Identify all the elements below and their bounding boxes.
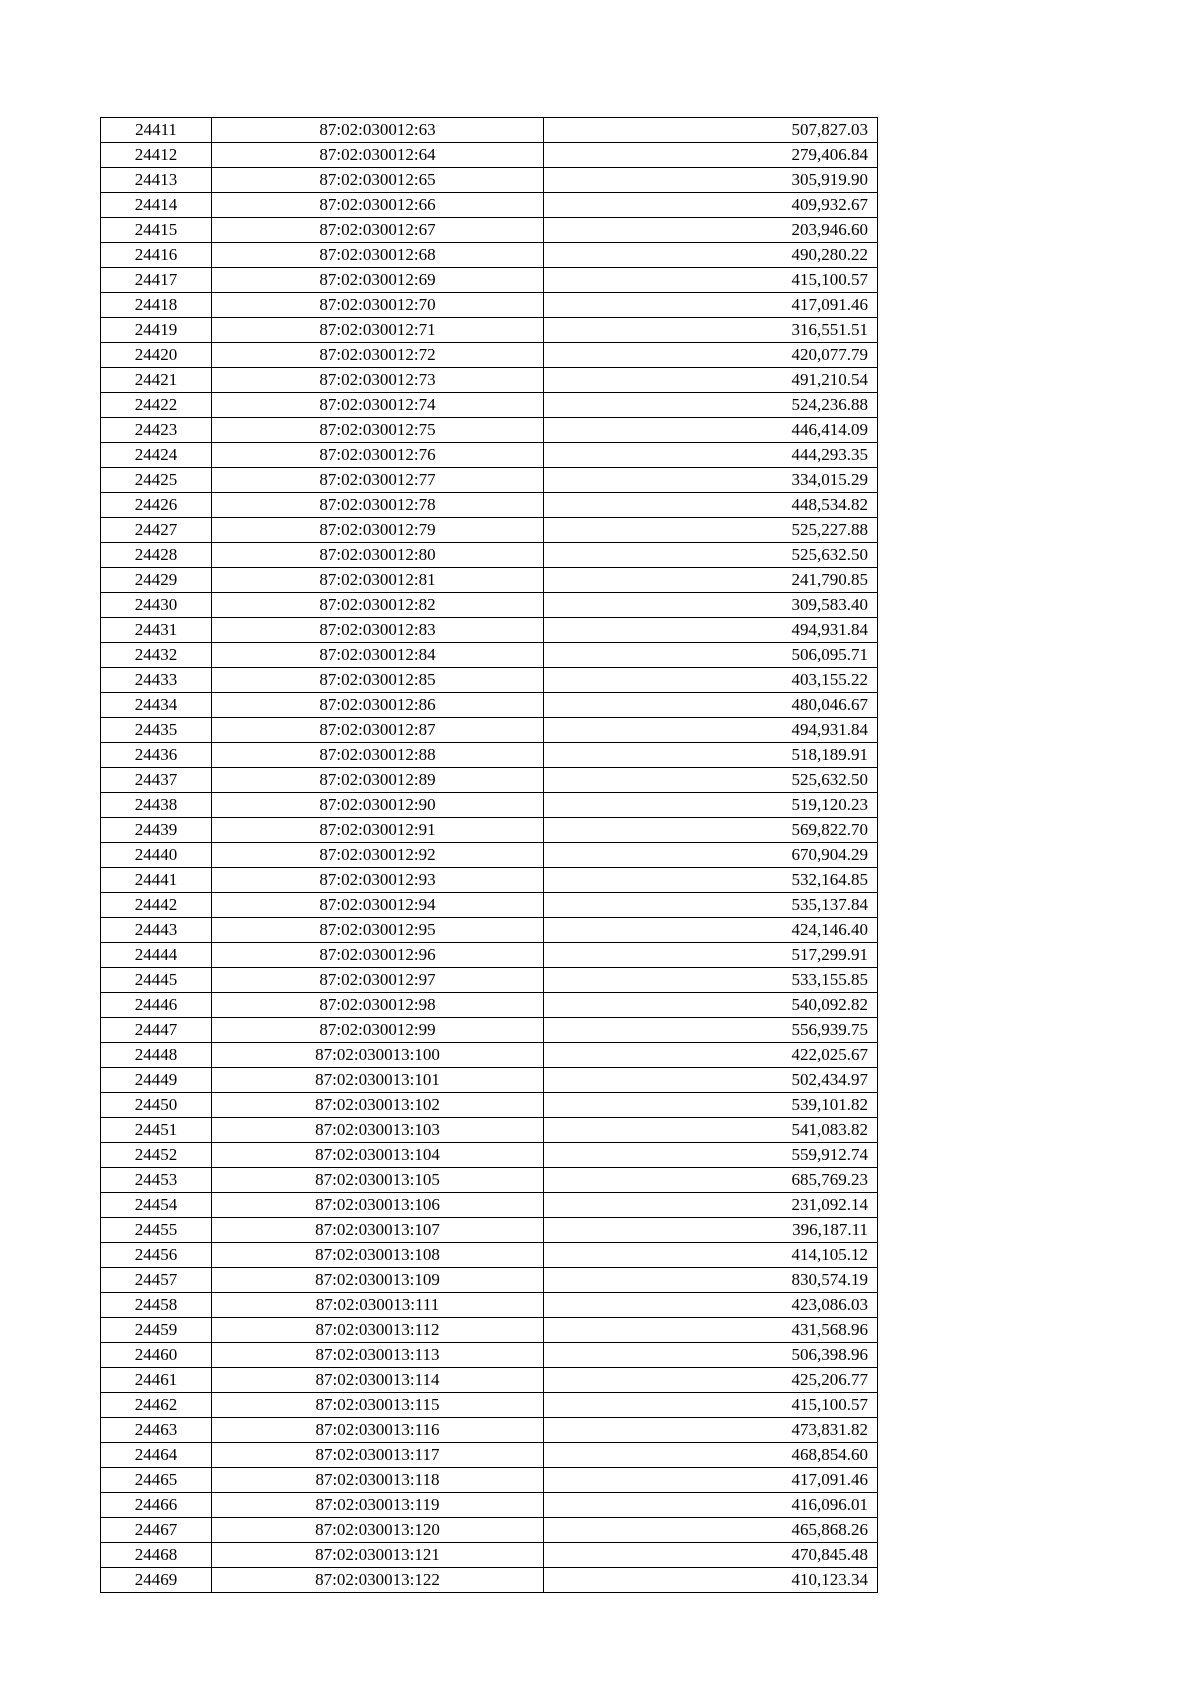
cadastral-number-cell: 87:02:030012:74 <box>212 393 544 418</box>
value-cell: 540,092.82 <box>544 993 878 1018</box>
cadastral-number-cell: 87:02:030012:92 <box>212 843 544 868</box>
table-row <box>101 118 878 143</box>
table-row <box>101 1143 878 1168</box>
value-cell: 507,827.03 <box>544 118 878 143</box>
table-row <box>101 868 878 893</box>
value-cell: 502,434.97 <box>544 1068 878 1093</box>
row-number-cell: 24435 <box>101 718 212 743</box>
cadastral-number-cell: 87:02:030012:96 <box>212 943 544 968</box>
value-cell: 519,120.23 <box>544 793 878 818</box>
cadastral-number-cell: 87:02:030012:80 <box>212 543 544 568</box>
cadastral-number-cell: 87:02:030013:114 <box>212 1368 544 1393</box>
row-number-cell: 24422 <box>101 393 212 418</box>
table-row <box>101 693 878 718</box>
cadastral-number-cell: 87:02:030013:122 <box>212 1568 544 1593</box>
table-row <box>101 393 878 418</box>
row-number-cell: 24417 <box>101 268 212 293</box>
row-number-cell: 24452 <box>101 1143 212 1168</box>
row-number-cell: 24466 <box>101 1493 212 1518</box>
value-cell: 830,574.19 <box>544 1268 878 1293</box>
value-cell: 506,095.71 <box>544 643 878 668</box>
cadastral-number-cell: 87:02:030012:71 <box>212 318 544 343</box>
cadastral-number-cell: 87:02:030013:108 <box>212 1243 544 1268</box>
table-row <box>101 1118 878 1143</box>
value-cell: 431,568.96 <box>544 1318 878 1343</box>
table-row <box>101 318 878 343</box>
row-number-cell: 24449 <box>101 1068 212 1093</box>
table-row <box>101 493 878 518</box>
value-cell: 518,189.91 <box>544 743 878 768</box>
table-row <box>101 543 878 568</box>
row-number-cell: 24445 <box>101 968 212 993</box>
value-cell: 541,083.82 <box>544 1118 878 1143</box>
cadastral-number-cell: 87:02:030013:116 <box>212 1418 544 1443</box>
table-row <box>101 718 878 743</box>
table-row <box>101 1043 878 1068</box>
row-number-cell: 24450 <box>101 1093 212 1118</box>
row-number-cell: 24456 <box>101 1243 212 1268</box>
table-row <box>101 968 878 993</box>
row-number-cell: 24465 <box>101 1468 212 1493</box>
value-cell: 417,091.46 <box>544 293 878 318</box>
value-cell: 491,210.54 <box>544 368 878 393</box>
value-cell: 524,236.88 <box>544 393 878 418</box>
value-cell: 241,790.85 <box>544 568 878 593</box>
row-number-cell: 24446 <box>101 993 212 1018</box>
cadastral-number-cell: 87:02:030012:65 <box>212 168 544 193</box>
table-row <box>101 243 878 268</box>
value-cell: 409,932.67 <box>544 193 878 218</box>
cadastral-number-cell: 87:02:030013:121 <box>212 1543 544 1568</box>
value-cell: 334,015.29 <box>544 468 878 493</box>
cadastral-number-cell: 87:02:030013:112 <box>212 1318 544 1343</box>
value-cell: 444,293.35 <box>544 443 878 468</box>
table-row <box>101 618 878 643</box>
row-number-cell: 24442 <box>101 893 212 918</box>
cadastral-number-cell: 87:02:030012:89 <box>212 768 544 793</box>
value-cell: 525,227.88 <box>544 518 878 543</box>
value-cell: 309,583.40 <box>544 593 878 618</box>
cadastral-number-cell: 87:02:030012:67 <box>212 218 544 243</box>
value-cell: 525,632.50 <box>544 543 878 568</box>
table-row <box>101 293 878 318</box>
cadastral-number-cell: 87:02:030013:120 <box>212 1518 544 1543</box>
cadastral-number-cell: 87:02:030012:85 <box>212 668 544 693</box>
table-row <box>101 218 878 243</box>
table-row <box>101 1318 878 1343</box>
value-cell: 316,551.51 <box>544 318 878 343</box>
table-row <box>101 1268 878 1293</box>
value-cell: 416,096.01 <box>544 1493 878 1518</box>
table-row <box>101 943 878 968</box>
value-cell: 480,046.67 <box>544 693 878 718</box>
value-cell: 417,091.46 <box>544 1468 878 1493</box>
table-row <box>101 268 878 293</box>
value-cell: 410,123.34 <box>544 1568 878 1593</box>
table-row <box>101 1468 878 1493</box>
row-number-cell: 24468 <box>101 1543 212 1568</box>
table-row <box>101 1218 878 1243</box>
table-row <box>101 993 878 1018</box>
row-number-cell: 24462 <box>101 1393 212 1418</box>
cadastral-value-table <box>100 117 878 1593</box>
row-number-cell: 24451 <box>101 1118 212 1143</box>
cadastral-number-cell: 87:02:030012:63 <box>212 118 544 143</box>
row-number-cell: 24427 <box>101 518 212 543</box>
row-number-cell: 24418 <box>101 293 212 318</box>
value-cell: 685,769.23 <box>544 1168 878 1193</box>
cadastral-number-cell: 87:02:030013:101 <box>212 1068 544 1093</box>
table-row <box>101 1193 878 1218</box>
table-row <box>101 1568 878 1593</box>
cadastral-number-cell: 87:02:030012:95 <box>212 918 544 943</box>
table-row <box>101 443 878 468</box>
row-number-cell: 24423 <box>101 418 212 443</box>
value-cell: 396,187.11 <box>544 1218 878 1243</box>
value-cell: 470,845.48 <box>544 1543 878 1568</box>
row-number-cell: 24431 <box>101 618 212 643</box>
row-number-cell: 24457 <box>101 1268 212 1293</box>
cadastral-number-cell: 87:02:030012:75 <box>212 418 544 443</box>
cadastral-number-cell: 87:02:030012:99 <box>212 1018 544 1043</box>
row-number-cell: 24439 <box>101 818 212 843</box>
cadastral-number-cell: 87:02:030012:73 <box>212 368 544 393</box>
value-cell: 423,086.03 <box>544 1293 878 1318</box>
table-row <box>101 1443 878 1468</box>
value-cell: 525,632.50 <box>544 768 878 793</box>
cadastral-number-cell: 87:02:030012:79 <box>212 518 544 543</box>
row-number-cell: 24437 <box>101 768 212 793</box>
cadastral-number-cell: 87:02:030012:70 <box>212 293 544 318</box>
value-cell: 468,854.60 <box>544 1443 878 1468</box>
table-row <box>101 1518 878 1543</box>
row-number-cell: 24412 <box>101 143 212 168</box>
cadastral-number-cell: 87:02:030012:88 <box>212 743 544 768</box>
table-row <box>101 1543 878 1568</box>
row-number-cell: 24432 <box>101 643 212 668</box>
value-cell: 490,280.22 <box>544 243 878 268</box>
cadastral-number-cell: 87:02:030012:93 <box>212 868 544 893</box>
cadastral-number-cell: 87:02:030013:102 <box>212 1093 544 1118</box>
table-row <box>101 1243 878 1268</box>
row-number-cell: 24448 <box>101 1043 212 1068</box>
value-cell: 535,137.84 <box>544 893 878 918</box>
value-cell: 403,155.22 <box>544 668 878 693</box>
value-cell: 506,398.96 <box>544 1343 878 1368</box>
table-row <box>101 743 878 768</box>
table-body <box>101 118 878 1593</box>
row-number-cell: 24433 <box>101 668 212 693</box>
table-row <box>101 1493 878 1518</box>
value-cell: 446,414.09 <box>544 418 878 443</box>
cadastral-number-cell: 87:02:030012:82 <box>212 593 544 618</box>
table-row <box>101 1418 878 1443</box>
cadastral-number-cell: 87:02:030013:103 <box>212 1118 544 1143</box>
table-row <box>101 668 878 693</box>
row-number-cell: 24421 <box>101 368 212 393</box>
value-cell: 448,534.82 <box>544 493 878 518</box>
table-row <box>101 843 878 868</box>
table-row <box>101 1168 878 1193</box>
table-row <box>101 568 878 593</box>
table-row <box>101 468 878 493</box>
table-row <box>101 793 878 818</box>
row-number-cell: 24459 <box>101 1318 212 1343</box>
row-number-cell: 24411 <box>101 118 212 143</box>
cadastral-number-cell: 87:02:030012:76 <box>212 443 544 468</box>
row-number-cell: 24460 <box>101 1343 212 1368</box>
row-number-cell: 24444 <box>101 943 212 968</box>
cadastral-number-cell: 87:02:030012:97 <box>212 968 544 993</box>
table-row <box>101 1018 878 1043</box>
cadastral-number-cell: 87:02:030012:78 <box>212 493 544 518</box>
value-cell: 517,299.91 <box>544 943 878 968</box>
value-cell: 415,100.57 <box>544 268 878 293</box>
row-number-cell: 24438 <box>101 793 212 818</box>
row-number-cell: 24447 <box>101 1018 212 1043</box>
row-number-cell: 24453 <box>101 1168 212 1193</box>
row-number-cell: 24454 <box>101 1193 212 1218</box>
value-cell: 494,931.84 <box>544 618 878 643</box>
cadastral-number-cell: 87:02:030013:117 <box>212 1443 544 1468</box>
table-row <box>101 1068 878 1093</box>
cadastral-number-cell: 87:02:030013:105 <box>212 1168 544 1193</box>
cadastral-number-cell: 87:02:030012:64 <box>212 143 544 168</box>
cadastral-number-cell: 87:02:030012:91 <box>212 818 544 843</box>
row-number-cell: 24416 <box>101 243 212 268</box>
table-row <box>101 1368 878 1393</box>
cadastral-number-cell: 87:02:030013:111 <box>212 1293 544 1318</box>
cadastral-number-cell: 87:02:030012:81 <box>212 568 544 593</box>
table-row <box>101 168 878 193</box>
value-cell: 231,092.14 <box>544 1193 878 1218</box>
value-cell: 414,105.12 <box>544 1243 878 1268</box>
cadastral-number-cell: 87:02:030012:98 <box>212 993 544 1018</box>
row-number-cell: 24415 <box>101 218 212 243</box>
value-cell: 465,868.26 <box>544 1518 878 1543</box>
value-cell: 305,919.90 <box>544 168 878 193</box>
row-number-cell: 24429 <box>101 568 212 593</box>
row-number-cell: 24434 <box>101 693 212 718</box>
table-row <box>101 818 878 843</box>
row-number-cell: 24436 <box>101 743 212 768</box>
value-cell: 569,822.70 <box>544 818 878 843</box>
row-number-cell: 24469 <box>101 1568 212 1593</box>
row-number-cell: 24458 <box>101 1293 212 1318</box>
row-number-cell: 24430 <box>101 593 212 618</box>
cadastral-number-cell: 87:02:030012:66 <box>212 193 544 218</box>
cadastral-number-cell: 87:02:030012:87 <box>212 718 544 743</box>
row-number-cell: 24424 <box>101 443 212 468</box>
cadastral-number-cell: 87:02:030012:69 <box>212 268 544 293</box>
row-number-cell: 24419 <box>101 318 212 343</box>
cadastral-number-cell: 87:02:030012:84 <box>212 643 544 668</box>
row-number-cell: 24455 <box>101 1218 212 1243</box>
cadastral-number-cell: 87:02:030012:83 <box>212 618 544 643</box>
cadastral-number-cell: 87:02:030012:94 <box>212 893 544 918</box>
cadastral-number-cell: 87:02:030012:86 <box>212 693 544 718</box>
row-number-cell: 24426 <box>101 493 212 518</box>
value-cell: 670,904.29 <box>544 843 878 868</box>
table-row <box>101 1093 878 1118</box>
value-cell: 494,931.84 <box>544 718 878 743</box>
table-row <box>101 418 878 443</box>
value-cell: 279,406.84 <box>544 143 878 168</box>
row-number-cell: 24463 <box>101 1418 212 1443</box>
value-cell: 422,025.67 <box>544 1043 878 1068</box>
row-number-cell: 24467 <box>101 1518 212 1543</box>
cadastral-number-cell: 87:02:030013:107 <box>212 1218 544 1243</box>
table-row <box>101 193 878 218</box>
cadastral-number-cell: 87:02:030013:100 <box>212 1043 544 1068</box>
value-cell: 532,164.85 <box>544 868 878 893</box>
value-cell: 539,101.82 <box>544 1093 878 1118</box>
cadastral-number-cell: 87:02:030012:68 <box>212 243 544 268</box>
row-number-cell: 24440 <box>101 843 212 868</box>
table-row <box>101 643 878 668</box>
cadastral-number-cell: 87:02:030012:90 <box>212 793 544 818</box>
row-number-cell: 24461 <box>101 1368 212 1393</box>
value-cell: 420,077.79 <box>544 343 878 368</box>
value-cell: 473,831.82 <box>544 1418 878 1443</box>
cadastral-number-cell: 87:02:030013:115 <box>212 1393 544 1418</box>
row-number-cell: 24413 <box>101 168 212 193</box>
value-cell: 424,146.40 <box>544 918 878 943</box>
cadastral-number-cell: 87:02:030013:104 <box>212 1143 544 1168</box>
row-number-cell: 24425 <box>101 468 212 493</box>
cadastral-number-cell: 87:02:030012:72 <box>212 343 544 368</box>
row-number-cell: 24420 <box>101 343 212 368</box>
row-number-cell: 24414 <box>101 193 212 218</box>
value-cell: 559,912.74 <box>544 1143 878 1168</box>
table-row <box>101 1343 878 1368</box>
table-row <box>101 893 878 918</box>
value-cell: 556,939.75 <box>544 1018 878 1043</box>
cadastral-number-cell: 87:02:030012:77 <box>212 468 544 493</box>
cadastral-number-cell: 87:02:030013:109 <box>212 1268 544 1293</box>
cadastral-number-cell: 87:02:030013:113 <box>212 1343 544 1368</box>
cadastral-number-cell: 87:02:030013:106 <box>212 1193 544 1218</box>
table-row <box>101 343 878 368</box>
value-cell: 425,206.77 <box>544 1368 878 1393</box>
table-row <box>101 518 878 543</box>
table-row <box>101 593 878 618</box>
row-number-cell: 24464 <box>101 1443 212 1468</box>
value-cell: 415,100.57 <box>544 1393 878 1418</box>
table-row <box>101 918 878 943</box>
row-number-cell: 24443 <box>101 918 212 943</box>
row-number-cell: 24441 <box>101 868 212 893</box>
table-row <box>101 143 878 168</box>
table-row <box>101 1393 878 1418</box>
table-row <box>101 768 878 793</box>
row-number-cell: 24428 <box>101 543 212 568</box>
cadastral-number-cell: 87:02:030013:119 <box>212 1493 544 1518</box>
table-row <box>101 1293 878 1318</box>
table-row <box>101 368 878 393</box>
value-cell: 533,155.85 <box>544 968 878 993</box>
value-cell: 203,946.60 <box>544 218 878 243</box>
cadastral-number-cell: 87:02:030013:118 <box>212 1468 544 1493</box>
